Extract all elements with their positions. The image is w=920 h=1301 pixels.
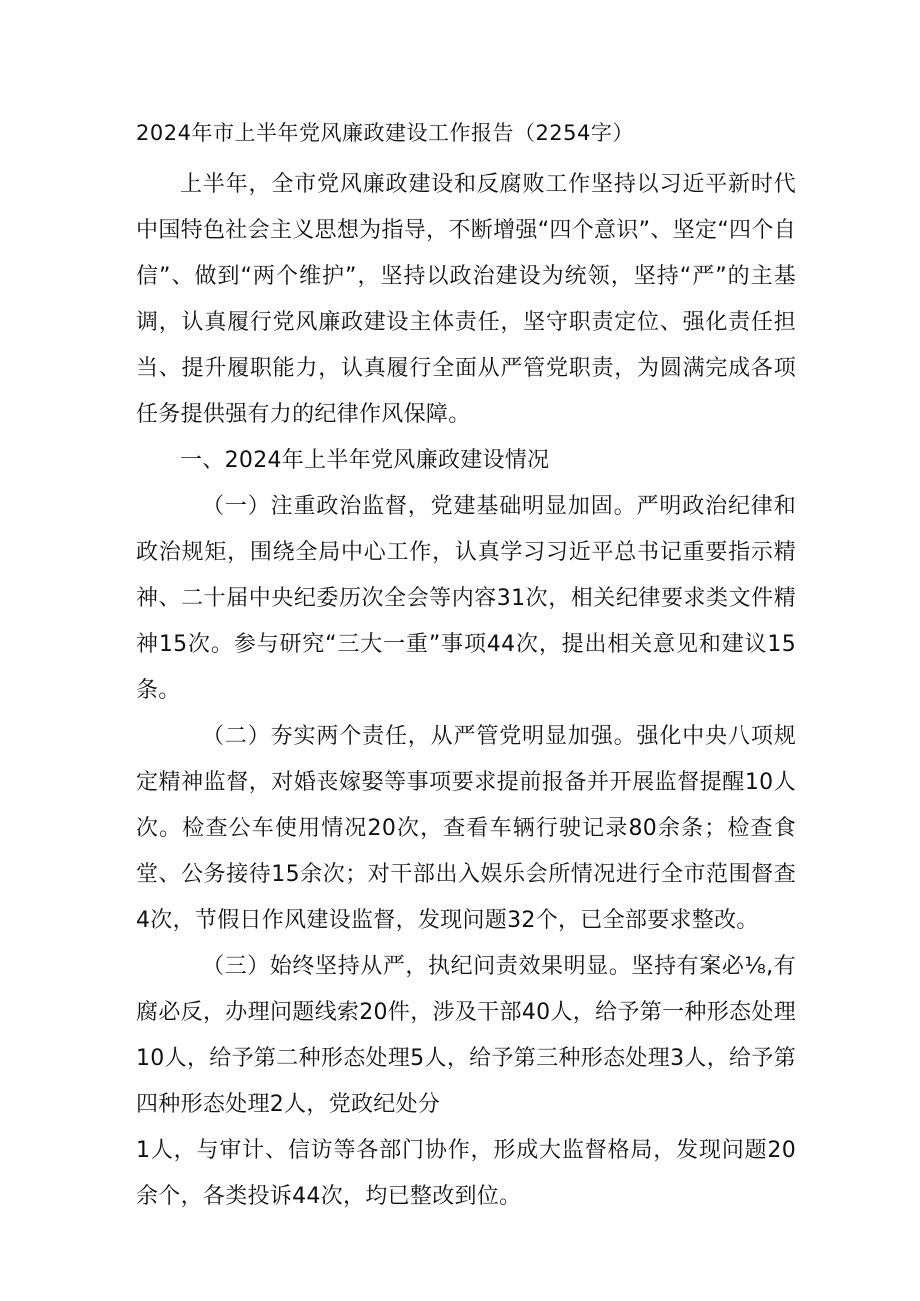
intro-paragraph: 上半年，全市党风廉政建设和反腐败工作坚持以习近平新时代中国特色社会主义思想为指导，不断增强“四个意识”、坚定“四个自信”、做到“两个维护”，坚持以政治建设为统领，坚持“严”的主基调，认真履行党风廉政建设主体责任，坚守职责定位、强化责任担当、提升履职能力，认真履行全面从严管党职责，为圆满完成各项任务提供强有力的纪律作风保障。 <box>136 172 796 427</box>
subsection-2-paragraph: （二）夯实两个责任，从严管党明显加强。强化中央八项规定精神监督，对婚丧嫁娶等事项要求提前报备并开展监督提醒10人次。检查公车使用情况20次，查看车辆行驶记录80余条；检查食堂、公务接待15余次；对干部出入娱乐会所情况进行全市范围督查4次，节假日作风建设监督，发现问题32个，已全部要求整改。 <box>136 724 796 933</box>
document-title: 2024年市上半年党风廉政建设工作报告（2254字） <box>136 121 634 145</box>
document-body <box>136 112 796 1220</box>
subsection-3-paragraph: （三）始终坚持从严，执纪问责效果明显。坚持有案必⅛,有腐必反，办理问题线索20件，涉及干部40人，给予第一种形态处理10人，给予第二种形态处理5人，给予第三种形态处理3人，给予第四种形态处理2人，党政纪处分 <box>136 954 796 1117</box>
subsection-1-paragraph: （一）注重政治监督，党建基础明显加固。严明政治纪律和政治规矩，围绕全局中心工作，认真学习习近平总书记重要指示精神、二十届中央纪委历次全会等内容31次，相关纪律要求类文件精神15次。参与研究“三大一重”事项44次，提出相关意见和建议15条。 <box>136 494 796 703</box>
section-heading-1: 一、2024年上半年党风廉政建设情况 <box>180 448 550 473</box>
subsection-3-continuation: 1人，与审计、信访等各部门协作，形成大监督格局，发现问题20余个，各类投诉44次，均已整改到位。 <box>136 1138 796 1209</box>
